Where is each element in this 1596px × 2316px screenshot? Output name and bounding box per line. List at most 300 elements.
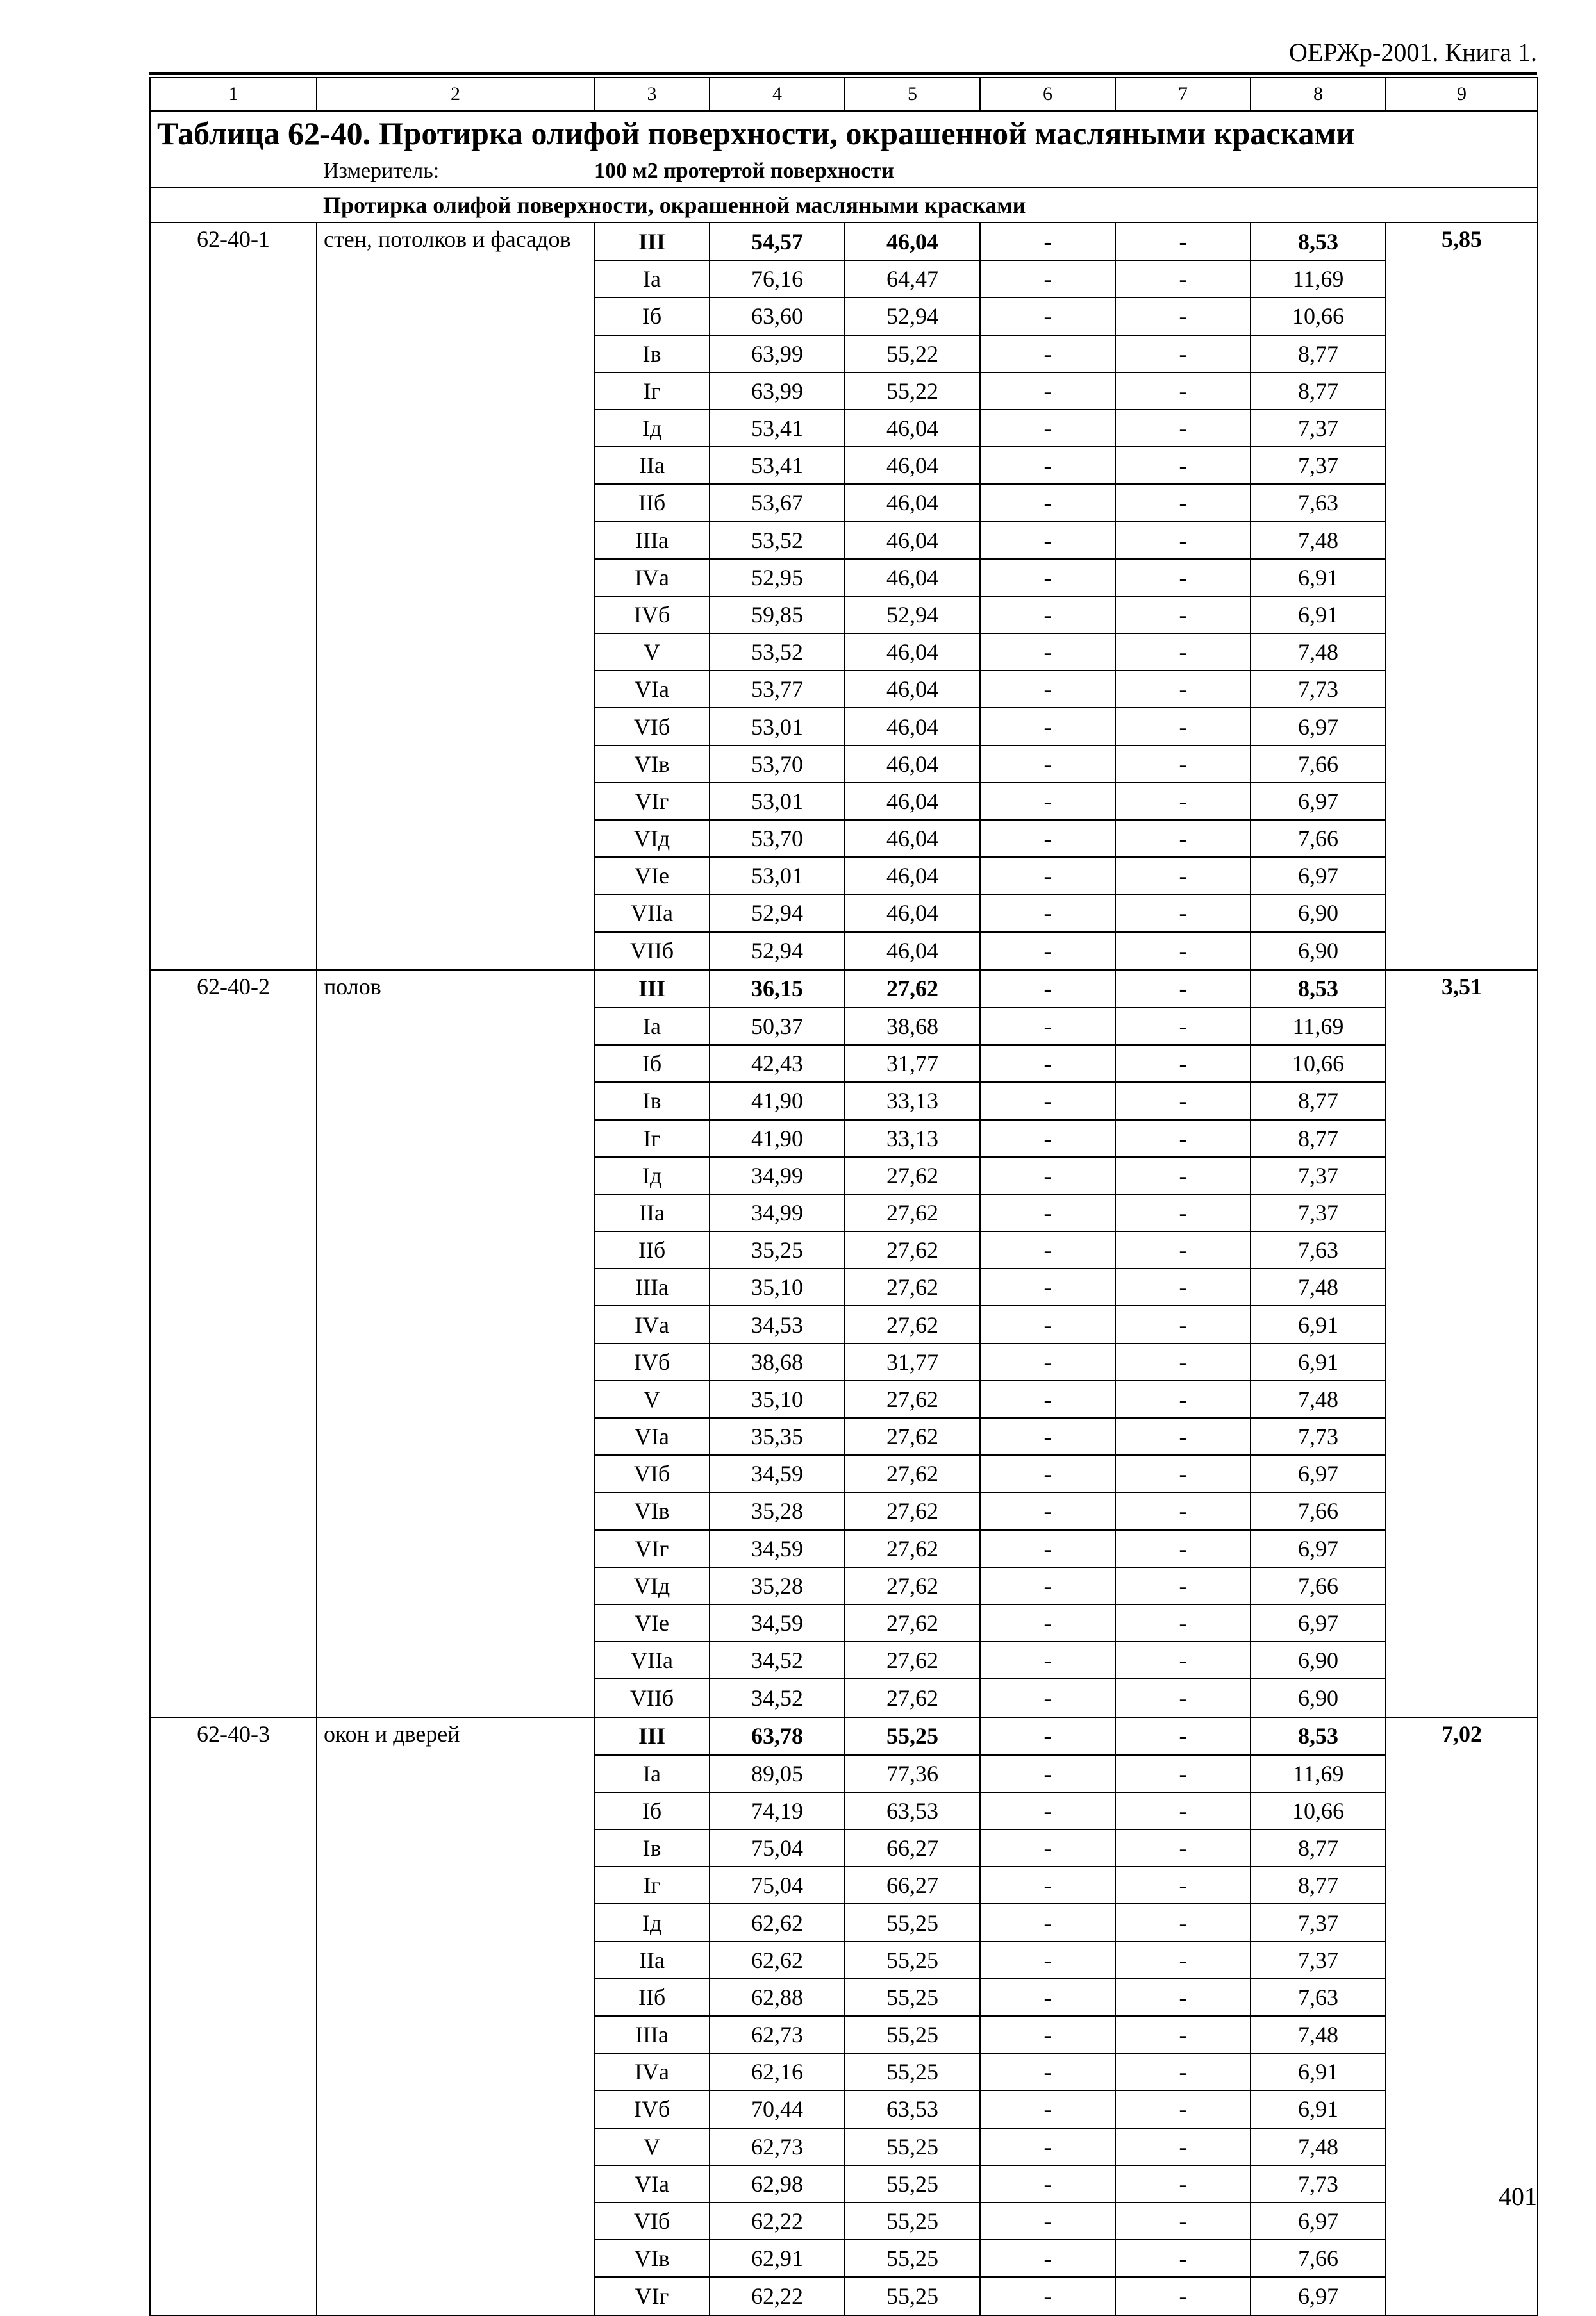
- table-row: [150, 633, 1538, 671]
- table-cell: 63,99: [710, 372, 845, 410]
- table-cell: -: [1115, 970, 1251, 1008]
- table-cell: -: [1115, 820, 1251, 857]
- table-row: [150, 372, 1538, 410]
- table-cell: -: [1115, 894, 1251, 931]
- table-cell: -: [1115, 1567, 1251, 1604]
- table-cell: 55,25: [845, 2277, 980, 2315]
- table-cell: 46,04: [845, 708, 980, 745]
- table-cell: 7,48: [1251, 2016, 1386, 2053]
- table-cell: 35,10: [710, 1381, 845, 1418]
- table-cell: 7,66: [1251, 2240, 1386, 2277]
- table-cell: 38,68: [710, 1344, 845, 1381]
- table-cell: -: [1115, 783, 1251, 820]
- rate-description: [317, 1381, 594, 1418]
- rate-description: [317, 1269, 594, 1306]
- rate-code: [150, 2090, 317, 2128]
- table-cell: -: [1115, 2277, 1251, 2315]
- table-cell: 7,63: [1251, 1979, 1386, 2016]
- table-cell: Iа: [594, 1755, 710, 1792]
- table-cell: 6,90: [1251, 1642, 1386, 1679]
- rate-code: [150, 2053, 317, 2090]
- table-cell: Iд: [594, 1904, 710, 1941]
- table-cell: 55,22: [845, 372, 980, 410]
- table-row: [150, 522, 1538, 559]
- table-cell: 7,37: [1251, 447, 1386, 484]
- rate-total-cell: [1386, 335, 1538, 372]
- table-cell: -: [980, 260, 1115, 297]
- rate-code: [150, 1269, 317, 1306]
- table-cell: -: [1115, 2203, 1251, 2240]
- rate-code: [150, 1455, 317, 1492]
- rate-total-cell: [1386, 1530, 1538, 1567]
- table-row: [150, 1567, 1538, 1604]
- rate-description: [317, 1679, 594, 1717]
- table-cell: 7,66: [1251, 1492, 1386, 1529]
- rate-description: [317, 1455, 594, 1492]
- table-cell: -: [1115, 1381, 1251, 1418]
- table-cell: 46,04: [845, 484, 980, 521]
- table-cell: -: [1115, 1120, 1251, 1157]
- table-cell: -: [980, 1120, 1115, 1157]
- table-cell: 7,66: [1251, 820, 1386, 857]
- table-title-row: [150, 111, 1538, 155]
- table-cell: VIг: [594, 783, 710, 820]
- table-row: [150, 335, 1538, 372]
- table-cell: 6,90: [1251, 894, 1386, 931]
- rate-code: [150, 596, 317, 633]
- table-row: [150, 820, 1538, 857]
- table-row: [150, 970, 1538, 1008]
- table-cell: IIIа: [594, 2016, 710, 2053]
- rate-total-cell: [1386, 708, 1538, 745]
- rate-code: [150, 410, 317, 447]
- table-cell: 66,27: [845, 1829, 980, 1867]
- rate-code: [150, 1157, 317, 1194]
- table-cell: 55,25: [845, 2128, 980, 2165]
- table-cell: -: [980, 1530, 1115, 1567]
- table-cell: III: [594, 970, 710, 1008]
- table-row: [150, 2090, 1538, 2128]
- table-cell: -: [1115, 1418, 1251, 1455]
- table-cell: -: [980, 1344, 1115, 1381]
- rate-description: [317, 1829, 594, 1867]
- table-row: [150, 1120, 1538, 1157]
- rate-code: [150, 559, 317, 596]
- rate-total-cell: [1386, 1492, 1538, 1529]
- rate-total-cell: [1386, 1942, 1538, 1979]
- rate-description: [317, 484, 594, 521]
- rate-total-cell: [1386, 1082, 1538, 1119]
- rate-description: [317, 932, 594, 970]
- rate-code: [150, 746, 317, 783]
- table-cell: -: [1115, 335, 1251, 372]
- table-cell: 27,62: [845, 1269, 980, 1306]
- table-cell: 52,94: [845, 596, 980, 633]
- table-cell: 27,62: [845, 1642, 980, 1679]
- table-cell: 53,67: [710, 484, 845, 521]
- table-cell: 38,68: [845, 1008, 980, 1045]
- rate-code: [150, 1679, 317, 1717]
- rate-description: [317, 1045, 594, 1082]
- table-cell: Iв: [594, 335, 710, 372]
- table-row: [150, 1455, 1538, 1492]
- rate-total-cell: [1386, 1679, 1538, 1717]
- rate-total-cell: [1386, 783, 1538, 820]
- table-cell: -: [980, 1008, 1115, 1045]
- table-cell: 27,62: [845, 1231, 980, 1269]
- table-cell: -: [980, 1269, 1115, 1306]
- rate-total-cell: [1386, 820, 1538, 857]
- table-row: [150, 260, 1538, 297]
- section-row: [150, 188, 1538, 222]
- table-cell: 62,88: [710, 1979, 845, 2016]
- table-cell: 55,25: [845, 1717, 980, 1755]
- table-cell: 55,22: [845, 335, 980, 372]
- table-cell: -: [980, 1231, 1115, 1269]
- table-cell: 46,04: [845, 783, 980, 820]
- table-cell: 6,97: [1251, 1530, 1386, 1567]
- table-cell: -: [1115, 1045, 1251, 1082]
- rate-description: окон и дверей: [317, 1717, 594, 1755]
- rate-total-cell: [1386, 2240, 1538, 2277]
- rate-code: [150, 1306, 317, 1343]
- table-cell: 35,10: [710, 1269, 845, 1306]
- table-row: [150, 746, 1538, 783]
- rate-code: [150, 1829, 317, 1867]
- rate-total-cell: [1386, 1381, 1538, 1418]
- rate-description: [317, 447, 594, 484]
- table-cell: -: [980, 1904, 1115, 1941]
- table-cell: 10,66: [1251, 1045, 1386, 1082]
- table-cell: -: [1115, 2128, 1251, 2165]
- table-cell: 35,25: [710, 1231, 845, 1269]
- table-cell: 62,22: [710, 2277, 845, 2315]
- table-cell: 7,63: [1251, 1231, 1386, 1269]
- table-row: [150, 596, 1538, 633]
- table-row: [150, 1829, 1538, 1867]
- table-cell: 36,15: [710, 970, 845, 1008]
- table-cell: -: [1115, 484, 1251, 521]
- table-cell: 59,85: [710, 596, 845, 633]
- table-cell: -: [980, 1418, 1115, 1455]
- table-cell: 10,66: [1251, 297, 1386, 335]
- table-cell: 6,90: [1251, 1679, 1386, 1717]
- rate-total-cell: [1386, 1157, 1538, 1194]
- table-cell: 8,77: [1251, 372, 1386, 410]
- table-cell: 62,22: [710, 2203, 845, 2240]
- table-cell: 64,47: [845, 260, 980, 297]
- rate-total-cell: [1386, 596, 1538, 633]
- table-cell: 53,52: [710, 522, 845, 559]
- rate-code: [150, 1904, 317, 1941]
- table-cell: -: [980, 1381, 1115, 1418]
- table-cell: -: [1115, 1082, 1251, 1119]
- rate-description: [317, 1979, 594, 2016]
- column-number: 6: [980, 78, 1115, 111]
- table-cell: 46,04: [845, 559, 980, 596]
- table-cell: -: [980, 1679, 1115, 1717]
- rate-code: [150, 1604, 317, 1642]
- table-cell: 34,59: [710, 1530, 845, 1567]
- table-cell: V: [594, 633, 710, 671]
- table-cell: 6,97: [1251, 1455, 1386, 1492]
- table-cell: 6,91: [1251, 559, 1386, 596]
- rate-code: [150, 2203, 317, 2240]
- rate-total-cell: [1386, 746, 1538, 783]
- rate-description: [317, 1008, 594, 1045]
- table-cell: -: [1115, 1530, 1251, 1567]
- table-row: [150, 1194, 1538, 1231]
- table-cell: 6,97: [1251, 708, 1386, 745]
- rate-total-cell: [1386, 410, 1538, 447]
- table-cell: 6,97: [1251, 2203, 1386, 2240]
- rate-description: [317, 1306, 594, 1343]
- table-row: [150, 1904, 1538, 1941]
- table-cell: -: [980, 1829, 1115, 1867]
- table-cell: 53,70: [710, 746, 845, 783]
- table-cell: -: [980, 1717, 1115, 1755]
- table-cell: 46,04: [845, 522, 980, 559]
- rate-total-cell: [1386, 2053, 1538, 2090]
- table-cell: IVа: [594, 2053, 710, 2090]
- rate-description: стен, потолков и фасадов: [317, 222, 594, 260]
- table-cell: VIв: [594, 1492, 710, 1529]
- table-cell: 6,97: [1251, 783, 1386, 820]
- table-row: [150, 2016, 1538, 2053]
- rate-description: [317, 1492, 594, 1529]
- table-row: [150, 222, 1538, 260]
- table-cell: 6,90: [1251, 932, 1386, 970]
- table-cell: -: [980, 2128, 1115, 2165]
- table-row: [150, 1045, 1538, 1082]
- table-cell: -: [1115, 1492, 1251, 1529]
- header-rule: [149, 72, 1537, 75]
- section-title: Протирка олифой поверхности, окрашенной масляными красками: [317, 188, 1538, 222]
- rate-code: [150, 1530, 317, 1567]
- rate-description: [317, 1194, 594, 1231]
- rate-description: [317, 857, 594, 894]
- table-cell: 27,62: [845, 1381, 980, 1418]
- table-cell: -: [980, 559, 1115, 596]
- table-cell: 10,66: [1251, 1792, 1386, 1829]
- rate-code: [150, 1045, 317, 1082]
- rate-code: [150, 484, 317, 521]
- table-cell: VIв: [594, 2240, 710, 2277]
- rate-total-cell: [1386, 894, 1538, 931]
- rate-code: [150, 1194, 317, 1231]
- table-cell: Iг: [594, 1120, 710, 1157]
- table-cell: 53,01: [710, 857, 845, 894]
- rate-code: [150, 708, 317, 745]
- table-cell: IVб: [594, 2090, 710, 2128]
- rate-code: [150, 1492, 317, 1529]
- table-cell: -: [1115, 1942, 1251, 1979]
- table-row: [150, 1344, 1538, 1381]
- table-cell: 55,25: [845, 2053, 980, 2090]
- table-cell: Iв: [594, 1829, 710, 1867]
- table-cell: -: [980, 970, 1115, 1008]
- table-cell: IIа: [594, 1194, 710, 1231]
- table-cell: -: [980, 2053, 1115, 2090]
- table-cell: 34,52: [710, 1679, 845, 1717]
- rate-total-cell: [1386, 1120, 1538, 1157]
- table-cell: 31,77: [845, 1344, 980, 1381]
- table-cell: -: [1115, 633, 1251, 671]
- table-cell: IIб: [594, 1231, 710, 1269]
- table-cell: 53,41: [710, 410, 845, 447]
- table-row: [150, 1530, 1538, 1567]
- rate-total-cell: [1386, 1045, 1538, 1082]
- table-cell: 62,73: [710, 2016, 845, 2053]
- table-cell: -: [1115, 447, 1251, 484]
- rate-total-cell: [1386, 2016, 1538, 2053]
- table-cell: -: [1115, 2165, 1251, 2203]
- rate-code: [150, 1792, 317, 1829]
- table-cell: -: [980, 1792, 1115, 1829]
- table-cell: 46,04: [845, 894, 980, 931]
- table-cell: 8,77: [1251, 1867, 1386, 1904]
- table-cell: 63,60: [710, 297, 845, 335]
- table-cell: 62,98: [710, 2165, 845, 2203]
- table-row: [150, 2128, 1538, 2165]
- table-cell: 55,25: [845, 1942, 980, 1979]
- rate-code: [150, 372, 317, 410]
- table-cell: 8,77: [1251, 1829, 1386, 1867]
- rate-description: [317, 260, 594, 297]
- rate-code: [150, 297, 317, 335]
- table-cell: 6,91: [1251, 2053, 1386, 2090]
- table-cell: VIIа: [594, 894, 710, 931]
- column-number: 7: [1115, 78, 1251, 111]
- rate-total-cell: [1386, 1792, 1538, 1829]
- rate-description: [317, 372, 594, 410]
- table-row: [150, 1492, 1538, 1529]
- rate-code: [150, 260, 317, 297]
- rate-description: [317, 1120, 594, 1157]
- table-cell: -: [980, 2090, 1115, 2128]
- table-cell: 27,62: [845, 1418, 980, 1455]
- table-cell: -: [1115, 1717, 1251, 1755]
- table-row: [150, 447, 1538, 484]
- rate-code: [150, 2277, 317, 2315]
- rate-code: 62-40-2: [150, 970, 317, 1008]
- table-row: [150, 1008, 1538, 1045]
- rate-code: [150, 2240, 317, 2277]
- table-cell: Iв: [594, 1082, 710, 1119]
- column-number: 8: [1251, 78, 1386, 111]
- rate-description: [317, 894, 594, 931]
- table-cell: -: [980, 372, 1115, 410]
- table-cell: -: [1115, 222, 1251, 260]
- table-cell: -: [980, 1306, 1115, 1343]
- table-cell: -: [1115, 559, 1251, 596]
- table-cell: 54,57: [710, 222, 845, 260]
- table-row: [150, 1231, 1538, 1269]
- meter-label: Измеритель:: [317, 155, 594, 188]
- rate-total-cell: [1386, 559, 1538, 596]
- table-row: [150, 1792, 1538, 1829]
- table-cell: 77,36: [845, 1755, 980, 1792]
- rate-description: [317, 708, 594, 745]
- table-cell: -: [980, 297, 1115, 335]
- table-cell: Iд: [594, 410, 710, 447]
- table-cell: 7,48: [1251, 1381, 1386, 1418]
- rate-code: [150, 1755, 317, 1792]
- table-cell: VIб: [594, 708, 710, 745]
- table-cell: -: [1115, 708, 1251, 745]
- table-cell: Iа: [594, 260, 710, 297]
- table-cell: 8,53: [1251, 222, 1386, 260]
- rate-code: [150, 894, 317, 931]
- table-cell: 55,25: [845, 2165, 980, 2203]
- table-cell: 8,77: [1251, 335, 1386, 372]
- table-cell: 6,97: [1251, 2277, 1386, 2315]
- table-cell: -: [980, 335, 1115, 372]
- table-cell: -: [980, 2277, 1115, 2315]
- table-cell: -: [980, 746, 1115, 783]
- table-cell: VIа: [594, 1418, 710, 1455]
- table-cell: 34,99: [710, 1194, 845, 1231]
- table-cell: -: [1115, 1829, 1251, 1867]
- table-cell: -: [1115, 1231, 1251, 1269]
- rate-code: [150, 932, 317, 970]
- table-cell: 55,25: [845, 1904, 980, 1941]
- table-cell: -: [1115, 1792, 1251, 1829]
- table-cell: IVб: [594, 596, 710, 633]
- table-cell: -: [980, 2203, 1115, 2240]
- table-cell: -: [1115, 857, 1251, 894]
- rate-description: [317, 297, 594, 335]
- rate-description: [317, 410, 594, 447]
- table-cell: 55,25: [845, 1979, 980, 2016]
- table-cell: 7,37: [1251, 1904, 1386, 1941]
- table-cell: 46,04: [845, 857, 980, 894]
- rate-code: [150, 1567, 317, 1604]
- table-cell: 52,95: [710, 559, 845, 596]
- table-row: [150, 783, 1538, 820]
- rate-description: [317, 1082, 594, 1119]
- table-cell: 53,01: [710, 783, 845, 820]
- table-cell: 46,04: [845, 932, 980, 970]
- table-row: [150, 1306, 1538, 1343]
- table-cell: 27,62: [845, 1157, 980, 1194]
- rate-total-cell: [1386, 447, 1538, 484]
- table-cell: 7,73: [1251, 2165, 1386, 2203]
- table-cell: 11,69: [1251, 260, 1386, 297]
- table-row: [150, 1082, 1538, 1119]
- column-number: 9: [1386, 78, 1538, 111]
- table-cell: -: [980, 708, 1115, 745]
- table-cell: IVа: [594, 1306, 710, 1343]
- table-cell: Iб: [594, 1045, 710, 1082]
- table-cell: 62,73: [710, 2128, 845, 2165]
- rate-description: [317, 2128, 594, 2165]
- table-cell: -: [1115, 2053, 1251, 2090]
- table-cell: -: [980, 932, 1115, 970]
- table-cell: -: [980, 484, 1115, 521]
- column-number: 5: [845, 78, 980, 111]
- rate-description: [317, 559, 594, 596]
- rate-total-cell: [1386, 1604, 1538, 1642]
- table-row: [150, 708, 1538, 745]
- table-row: [150, 894, 1538, 931]
- rate-code: [150, 1642, 317, 1679]
- table-cell: 6,91: [1251, 2090, 1386, 2128]
- table-cell: 7,73: [1251, 1418, 1386, 1455]
- table-cell: -: [980, 2240, 1115, 2277]
- table-cell: -: [1115, 1344, 1251, 1381]
- rate-total-cell: [1386, 857, 1538, 894]
